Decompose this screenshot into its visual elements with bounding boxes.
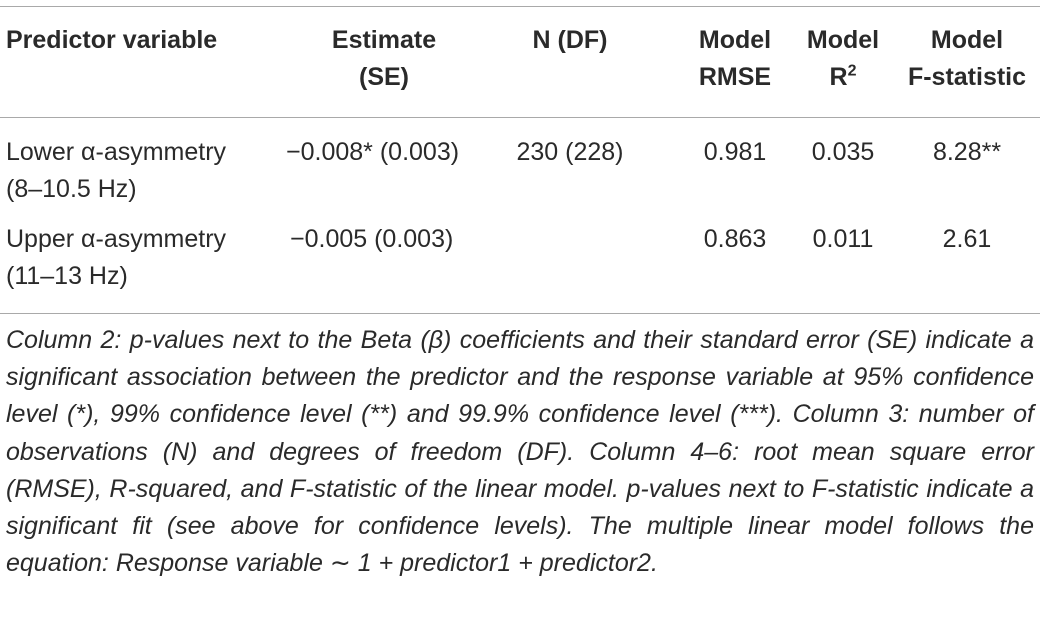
header-n-df: N (DF) bbox=[532, 26, 608, 54]
table-row-2-f: 2.61 bbox=[942, 225, 992, 253]
table-row-1-r2: 0.035 bbox=[811, 138, 875, 166]
table-row-1-f: 8.28** bbox=[932, 138, 1002, 166]
table-row-1-n-df: 230 (228) bbox=[516, 138, 624, 166]
table-top-rule bbox=[0, 6, 1040, 7]
table-row-1-estimate: −0.008* (0.003) bbox=[286, 138, 460, 166]
table-header-rule bbox=[0, 117, 1040, 118]
header-r2: Model $R^2$ bbox=[806, 26, 880, 91]
table-bottom-rule bbox=[0, 313, 1040, 314]
table-row-2-estimate: −0.005 (0.003) bbox=[290, 225, 454, 253]
header-estimate: Estimate (SE) bbox=[331, 26, 437, 91]
header-rmse: Model RMSE bbox=[698, 26, 772, 91]
table-row-1-rmse: 0.981 bbox=[703, 138, 767, 166]
table-row-1-predictor: Lower α-asymmetry (8–10.5 Hz) bbox=[6, 138, 227, 203]
header-f-statistic: Model F-statistic bbox=[907, 26, 1027, 91]
header-predictor: Predictor variable bbox=[6, 26, 218, 54]
table-row-2-predictor: Upper α-asymmetry (11–13 Hz) bbox=[6, 225, 227, 290]
table-row-2-rmse: 0.863 bbox=[703, 225, 767, 253]
table-caption: Column 2: p-values next to the Beta (β) coefficients and their standard error (SE) indicate a significant association between the predictor and the response variable at 95% confidence level (*), 99% confidence level (**) and 99.9% confidence level (***). Column 3: number of observations (N) and degrees of freedom (DF). Column 4–6: root mean square error (RMSE), R-squared, and F-statistic of the linear model. p-values next to F-statistic indicate a significant fit (see above for confidence levels). The multiple linear model follows the equation: Response variable ∼ 1 + predictor1 + predictor2. bbox=[6, 326, 1034, 578]
table-row-2-r2: 0.011 bbox=[812, 225, 874, 253]
